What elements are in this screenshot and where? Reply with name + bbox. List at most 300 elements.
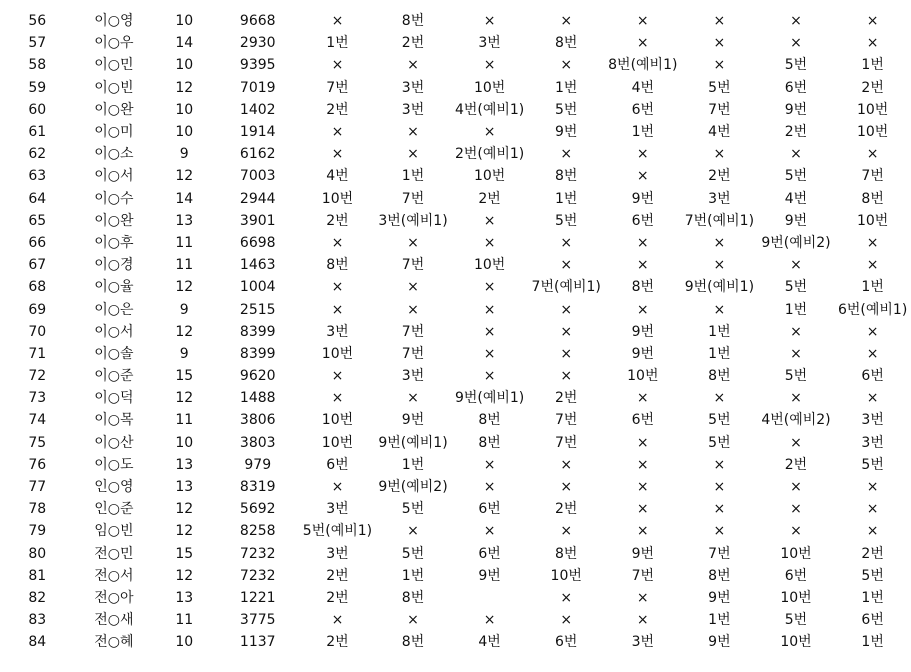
table-cell: 이○덕 [94,390,134,407]
table-cell: 56 [28,13,47,30]
table-cell: 1번 [631,124,655,141]
table-cell: 13 [175,456,194,473]
table-cell: 9620 [239,368,276,385]
table-cell: × [636,146,649,163]
table-cell: 6번(예비1) [837,301,908,318]
table-cell: 68 [28,279,47,296]
table-cell: 10번 [473,168,506,185]
table-cell: 6162 [239,146,276,163]
table-cell: × [866,390,879,407]
table-cell: × [483,57,496,74]
table-cell: × [483,612,496,629]
table-cell: 1번 [401,456,425,473]
table-row [0,143,911,165]
table-cell: 12 [175,567,194,584]
table-row [0,365,911,387]
table-cell: 12 [175,390,194,407]
table-cell: 2번 [326,634,349,651]
table-cell: 전○아 [94,589,134,606]
table-cell: 1번 [708,345,731,362]
table-cell: × [483,523,496,540]
table-cell: 9668 [239,13,276,30]
table-cell: 이○산 [94,434,134,451]
table-cell: 9번 [784,212,808,229]
table-cell: × [560,57,573,74]
table-cell: 1402 [239,101,276,118]
table-cell: 2번 [326,212,349,229]
table-cell: 9번 [554,124,578,141]
table-cell: × [636,501,649,518]
table-cell: × [560,589,573,606]
table-row [0,454,911,476]
table-cell: 9번 [784,101,808,118]
table-cell: 이○율 [94,279,134,296]
table-cell: 71 [28,345,47,362]
table-cell: 58 [28,57,47,74]
table-cell: 11 [175,612,194,629]
table-row [0,32,911,54]
table-row [0,188,911,210]
table-cell: 9번(예비1) [684,279,755,296]
table-cell: 2번 [326,589,349,606]
table-cell: × [790,35,802,52]
table-cell: 7번 [554,434,578,451]
table-cell: 10번 [780,545,812,562]
table-cell: 1488 [239,390,276,407]
table-cell: 7번 [708,101,731,118]
table-cell: 4번 [326,168,349,185]
table-cell: 10 [175,434,194,451]
table-row [0,99,911,121]
table-cell: × [713,234,726,251]
table-cell: × [866,479,879,496]
table-cell: 1914 [239,124,276,141]
table-cell: 10 [175,634,194,651]
table-cell: × [407,301,419,318]
table-cell: × [560,456,573,473]
table-cell: 8번 [708,368,731,385]
table-cell: 7번 [326,79,349,96]
table-cell: 5번 [861,456,884,473]
table-cell: × [560,323,573,340]
table-row [0,498,911,520]
table-cell: 12 [175,79,194,96]
table-cell: 4번 [708,124,731,141]
table-cell: 이○영 [94,13,134,30]
table-cell: 13 [175,479,194,496]
table-cell: 7번(예비1) [684,212,755,229]
table-cell: 이○은 [94,301,134,318]
table-cell: 8번 [631,279,655,296]
table-row [0,321,911,343]
table-cell: 10번 [321,345,354,362]
table-cell: 1번 [861,589,884,606]
table-cell: 3803 [239,434,276,451]
table-cell: × [560,479,573,496]
table-cell: 6번 [631,212,655,229]
table-cell: 1번 [708,323,731,340]
table-cell: 82 [28,589,47,606]
table-cell: 5번 [708,434,731,451]
table-cell: × [483,323,496,340]
table-cell: 이○후 [94,234,134,251]
table-cell: × [636,168,649,185]
table-cell: × [713,35,726,52]
table-cell: 9번(예비2) [761,234,831,251]
table-cell: 7232 [239,567,276,584]
table-cell: × [713,479,726,496]
table-cell: 10번 [780,634,812,651]
table-cell: 8번 [326,257,349,274]
table-cell: 79 [28,523,47,540]
table-cell: 1번 [554,79,578,96]
table-cell: 1번 [401,168,425,185]
table-cell: × [483,301,496,318]
table-cell: 59 [28,79,47,96]
table-cell: 3번 [631,634,655,651]
table-cell: 6번 [631,412,655,429]
table-cell: × [866,13,879,30]
table-row [0,609,911,631]
table-cell: 1221 [239,589,276,606]
table-cell: × [713,13,726,30]
table-cell: 9번(예비1) [454,390,525,407]
table-cell: 전○민 [94,545,134,562]
table-cell: 8399 [239,323,276,340]
table-cell: × [407,57,419,74]
table-cell: 2515 [239,301,276,318]
table-cell: 67 [28,257,47,274]
table-cell: × [331,146,344,163]
table-cell: 9번(예비2) [378,479,448,496]
table-cell: 2번 [326,101,349,118]
table-cell: 10 [175,13,194,30]
table-cell: 57 [28,35,47,52]
table-cell: 11 [175,257,194,274]
table-cell: × [866,323,879,340]
table-cell: × [560,257,573,274]
table-cell: 1463 [239,257,276,274]
table-cell: 임○빈 [94,523,134,540]
table-cell: 1번 [861,634,884,651]
table-cell: 7232 [239,545,276,562]
table-row [0,543,911,565]
table-cell: 14 [175,190,194,207]
table-cell: × [713,146,726,163]
table-cell: 10번 [550,567,582,584]
table-row [0,254,911,276]
table-cell: 13 [175,212,194,229]
table-cell: 8번 [554,545,578,562]
table-cell: 10번 [856,101,889,118]
table-cell: 12 [175,501,194,518]
table-cell: 6번 [784,567,808,584]
table-cell: 81 [28,567,47,584]
table-cell: × [331,612,344,629]
table-cell: 인○영 [94,479,134,496]
table-cell: 979 [244,456,272,473]
table-cell: 1137 [239,634,276,651]
table-row [0,276,911,298]
table-cell: 60 [28,101,47,118]
table-cell: 5번 [554,101,578,118]
table-cell: 12 [175,523,194,540]
table-cell: × [331,279,344,296]
table-cell: 10 [175,124,194,141]
table-cell: 12 [175,168,194,185]
table-cell: 인○준 [94,501,134,518]
table-cell: × [560,523,573,540]
table-cell: × [331,390,344,407]
table-cell: 2번 [554,501,578,518]
table-cell: 9 [179,301,189,318]
table-cell: 8399 [239,345,276,362]
table-cell: 7번 [401,190,425,207]
table-cell: 74 [28,412,47,429]
table-cell: 6번 [554,634,578,651]
table-cell: 3번 [478,35,501,52]
table-cell: 10번 [780,589,812,606]
table-cell: 1번 [861,57,884,74]
table-cell: 80 [28,545,47,562]
table-cell: × [713,390,726,407]
table-row [0,232,911,254]
table-cell: × [790,390,802,407]
table-row [0,121,911,143]
table-cell: × [713,301,726,318]
table-cell: 7003 [239,168,276,185]
table-cell: 3번 [861,412,884,429]
table-cell: 전○서 [94,567,134,584]
table-cell: × [790,323,802,340]
table-cell: × [560,345,573,362]
table-cell: × [331,234,344,251]
table-cell: 5번(예비1) [302,523,373,540]
table-cell: × [636,390,649,407]
table-cell: 2번 [478,190,501,207]
table-cell: 9번 [708,634,731,651]
table-cell: 10번 [473,257,506,274]
table-cell: 11 [175,412,194,429]
table-cell: 77 [28,479,47,496]
table-cell: × [407,612,419,629]
table-cell: 9번(예비1) [378,434,448,451]
table-cell: 64 [28,190,47,207]
table-cell: 1번 [708,612,731,629]
table-cell: 2930 [239,35,276,52]
table-cell: 10번 [856,124,889,141]
table-cell: 9번 [631,345,655,362]
table-cell: 1004 [239,279,276,296]
table-cell: × [713,257,726,274]
table-cell: 10번 [627,368,659,385]
table-cell: × [636,301,649,318]
table-cell: × [713,57,726,74]
table-cell: 2번 [554,390,578,407]
table-cell: 7번 [708,545,731,562]
table-cell: 3775 [239,612,276,629]
table-cell: 이○준 [94,368,134,385]
table-cell: 7번 [631,567,655,584]
table-cell: 9 [179,146,189,163]
table-cell: 3번(예비1) [378,212,448,229]
table-row [0,54,911,76]
table-cell: 3번 [708,190,731,207]
table-cell: 4번(예비2) [761,412,831,429]
table-cell: × [331,368,344,385]
table-cell: 5번 [784,612,808,629]
table-cell: × [636,456,649,473]
table-cell: 6698 [239,234,276,251]
table-cell: 10번 [856,212,889,229]
table-row [0,587,911,609]
table-cell: × [483,13,496,30]
table-cell: 61 [28,124,47,141]
table-cell: × [560,146,573,163]
table-cell: × [483,279,496,296]
table-cell: × [790,434,802,451]
table-cell: 2번 [861,545,884,562]
table-cell: × [483,368,496,385]
table-cell: × [483,345,496,362]
table-cell: × [866,257,879,274]
table-cell: 3번 [326,323,349,340]
table-cell: × [331,301,344,318]
table-cell: × [636,35,649,52]
table-cell: 8번(예비1) [608,57,678,74]
table-cell: 이○소 [94,146,134,163]
table-cell: × [560,234,573,251]
table-cell: × [636,612,649,629]
table-cell: 2번 [784,456,808,473]
table-row [0,77,911,99]
table-cell: 5번 [784,279,808,296]
table-cell: 9395 [239,57,276,74]
table-cell: 78 [28,501,47,518]
table-cell: 1번 [401,567,425,584]
table-row [0,631,911,653]
table-cell: 66 [28,234,47,251]
table-cell: × [636,523,649,540]
table-cell: × [331,124,344,141]
table-cell: 3번 [401,368,425,385]
table-cell: 9번 [631,190,655,207]
table-cell: 3번 [401,101,425,118]
table-cell: 6번 [326,456,349,473]
table-cell: × [866,35,879,52]
table-cell: 이○민 [94,57,134,74]
table-cell: 14 [175,35,194,52]
table-cell: × [636,434,649,451]
table-cell: × [636,234,649,251]
table-cell: 이○경 [94,257,134,274]
table-cell: 6번 [478,545,501,562]
table-cell: 15 [175,368,194,385]
table-cell: × [866,234,879,251]
table-cell [451,587,528,609]
table-cell: 6번 [631,101,655,118]
table-cell: × [560,13,573,30]
table-cell: 3번 [401,79,425,96]
table-cell: 이○목 [94,412,134,429]
table-cell: × [560,301,573,318]
table-cell: 2번 [708,168,731,185]
table-cell: 이○우 [94,35,134,52]
table-row [0,387,911,409]
table-cell: × [483,124,496,141]
table-cell: 2번 [326,567,349,584]
table-cell: × [713,501,726,518]
table-cell: × [866,345,879,362]
table-cell: × [560,612,573,629]
table-cell: 5번 [554,212,578,229]
table-cell: 2944 [239,190,276,207]
table-cell: 4번(예비1) [454,101,525,118]
table-cell: 5번 [784,368,808,385]
table-cell: 8번 [478,434,501,451]
table-cell: × [790,257,802,274]
table-cell: 2번 [784,124,808,141]
table-cell: 7번 [401,323,425,340]
table-cell: × [790,345,802,362]
table-cell: 8번 [401,589,425,606]
table-cell: 이○빈 [94,79,134,96]
table-cell: 4번 [631,79,655,96]
table-cell: 3901 [239,212,276,229]
table-cell: 2번(예비1) [454,146,525,163]
table-cell: 9번 [631,323,655,340]
table-cell: × [331,479,344,496]
table-cell: × [407,146,419,163]
table-cell: × [790,146,802,163]
table-cell: 10 [175,101,194,118]
table-cell: 9번 [631,545,655,562]
table-cell: 이○미 [94,124,134,141]
table-cell: × [790,501,802,518]
table-cell: 73 [28,390,47,407]
table-cell: 8번 [554,168,578,185]
table-cell: 10번 [321,412,354,429]
table-cell: 1번 [784,301,808,318]
table-row [0,298,911,320]
table-cell: 69 [28,301,47,318]
table-cell: 12 [175,323,194,340]
table-cell: 7번 [861,168,884,185]
table-cell: × [866,146,879,163]
table-cell: 7번 [554,412,578,429]
table-cell: 10번 [473,79,506,96]
table-cell: 1번 [861,279,884,296]
table-cell: 6번 [861,612,884,629]
table-cell: 5번 [861,567,884,584]
table-cell: 10번 [321,434,354,451]
table-cell: 8번 [708,567,731,584]
table-cell: 1번 [554,190,578,207]
table-cell: 3806 [239,412,276,429]
table-cell: 76 [28,456,47,473]
table-cell: 10번 [321,190,354,207]
table-cell: 2번 [861,79,884,96]
table-cell: 1번 [326,35,349,52]
table-cell: 84 [28,634,47,651]
table-cell: × [713,456,726,473]
table-cell: 7019 [239,79,276,96]
table-cell: × [483,234,496,251]
table-cell: 15 [175,545,194,562]
table-cell: 9번 [708,589,731,606]
table-row [0,165,911,187]
table-cell: 5번 [708,79,731,96]
